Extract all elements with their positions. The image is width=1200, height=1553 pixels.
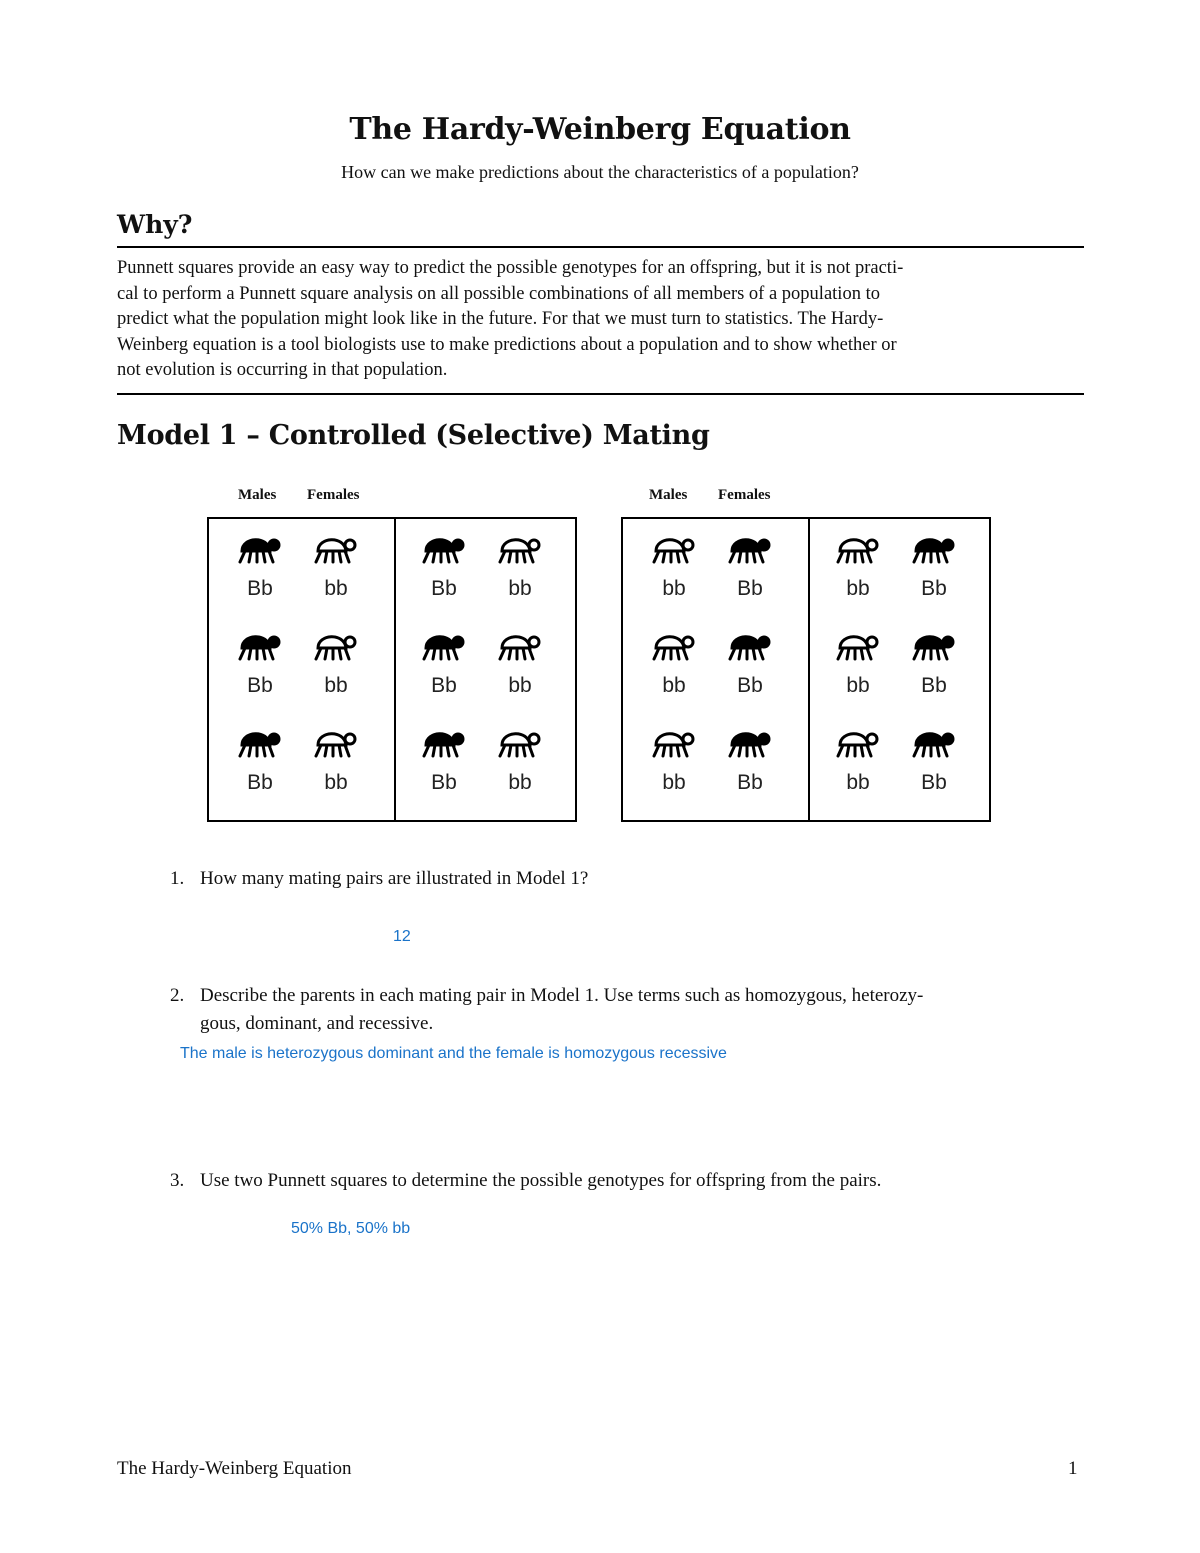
genotype-label: bb xyxy=(324,771,348,794)
beetle-dark-icon xyxy=(726,530,774,564)
answer-3[interactable]: 50% Bb, 50% bb xyxy=(291,1220,411,1237)
genotype-label: Bb xyxy=(737,771,763,794)
beetle-outline-icon xyxy=(312,724,360,758)
model-heading: Model 1 – Controlled (Selective) Mating xyxy=(117,420,710,451)
genotype-label: Bb xyxy=(737,577,763,600)
genotype-label: Bb xyxy=(247,577,273,600)
genotype-label: bb xyxy=(508,771,532,794)
beetle-dark-icon xyxy=(420,530,468,564)
beetle-outline-icon xyxy=(650,724,698,758)
beetle-outline-icon xyxy=(312,627,360,661)
footer-page-number: 1 xyxy=(1068,1458,1078,1479)
genotype-label: Bb xyxy=(921,771,947,794)
genotype-label: bb xyxy=(662,577,686,600)
beetle-dark-icon xyxy=(910,530,958,564)
genotype-label: bb xyxy=(508,577,532,600)
right-females-label: Females xyxy=(718,487,771,503)
genotype-label: bb xyxy=(662,674,686,697)
genotype-label: bb xyxy=(324,674,348,697)
beetle-outline-icon xyxy=(834,724,882,758)
genotype-label: bb xyxy=(846,577,870,600)
page-title: The Hardy-Weinberg Equation xyxy=(349,112,851,147)
right-males-label: Males xyxy=(649,487,688,503)
genotype-label: bb xyxy=(846,674,870,697)
genotype-label: Bb xyxy=(431,674,457,697)
answer-1[interactable]: 12 xyxy=(393,928,411,945)
beetle-dark-icon xyxy=(236,724,284,758)
question-text: Describe the parents in each mating pair in Model 1. Use terms such as homozygous, heterozy- xyxy=(200,985,924,1006)
beetle-outline-icon xyxy=(650,627,698,661)
beetle-outline-icon xyxy=(834,627,882,661)
beetle-outline-icon xyxy=(312,530,360,564)
beetle-outline-icon xyxy=(496,724,544,758)
beetle-dark-icon xyxy=(726,724,774,758)
answer-2[interactable]: The male is heterozygous dominant and the female is homozygous recessive xyxy=(180,1045,727,1062)
beetle-dark-icon xyxy=(420,627,468,661)
genotype-label: Bb xyxy=(431,771,457,794)
beetle-dark-icon xyxy=(236,627,284,661)
why-line: Weinberg equation is a tool biologists use to make predictions about a population and to show whether or xyxy=(117,334,897,355)
question-2 xyxy=(170,982,923,1038)
genotype-label: bb xyxy=(324,577,348,600)
footer-title: The Hardy-Weinberg Equation xyxy=(117,1458,352,1479)
genotype-label: bb xyxy=(846,771,870,794)
genotype-label: bb xyxy=(662,771,686,794)
question-text: How many mating pairs are illustrated in Model 1? xyxy=(200,868,589,889)
why-line: not evolution is occurring in that population. xyxy=(117,360,448,380)
beetle-outline-icon xyxy=(834,530,882,564)
why-line: predict what the population might look like in the future. For that we must turn to statistics. The Hardy- xyxy=(117,309,884,329)
question-text: Use two Punnett squares to determine the possible genotypes for offspring from the pairs. xyxy=(200,1170,882,1191)
left-males-label: Males xyxy=(238,487,277,503)
why-line: Punnett squares provide an easy way to predict the possible genotypes for an offspring, but it is not practi- xyxy=(117,258,904,278)
page-subtitle: How can we make predictions about the characteristics of a population? xyxy=(341,162,859,182)
question-3 xyxy=(170,1167,881,1195)
left-females-label: Females xyxy=(307,487,360,503)
question-number: 3. xyxy=(170,1170,185,1191)
beetle-dark-icon xyxy=(420,724,468,758)
genotype-label: Bb xyxy=(921,577,947,600)
question-number: 1. xyxy=(170,868,185,889)
beetle-dark-icon xyxy=(236,530,284,564)
why-heading: Why? xyxy=(117,210,193,239)
beetle-outline-icon xyxy=(496,627,544,661)
beetle-outline-icon xyxy=(496,530,544,564)
beetle-dark-icon xyxy=(910,627,958,661)
genotype-label: Bb xyxy=(921,674,947,697)
beetle-dark-icon xyxy=(726,627,774,661)
beetle-outline-icon xyxy=(650,530,698,564)
genotype-label: bb xyxy=(508,674,532,697)
genotype-label: Bb xyxy=(247,771,273,794)
genotype-label: Bb xyxy=(247,674,273,697)
genotype-label: Bb xyxy=(431,577,457,600)
genotype-label: Bb xyxy=(737,674,763,697)
question-number: 2. xyxy=(170,985,185,1006)
beetle-dark-icon xyxy=(910,724,958,758)
question-1 xyxy=(170,865,588,893)
question-text: gous, dominant, and recessive. xyxy=(200,1013,434,1034)
why-line: cal to perform a Punnett square analysis on all possible combinations of all members of a population to xyxy=(117,283,880,304)
